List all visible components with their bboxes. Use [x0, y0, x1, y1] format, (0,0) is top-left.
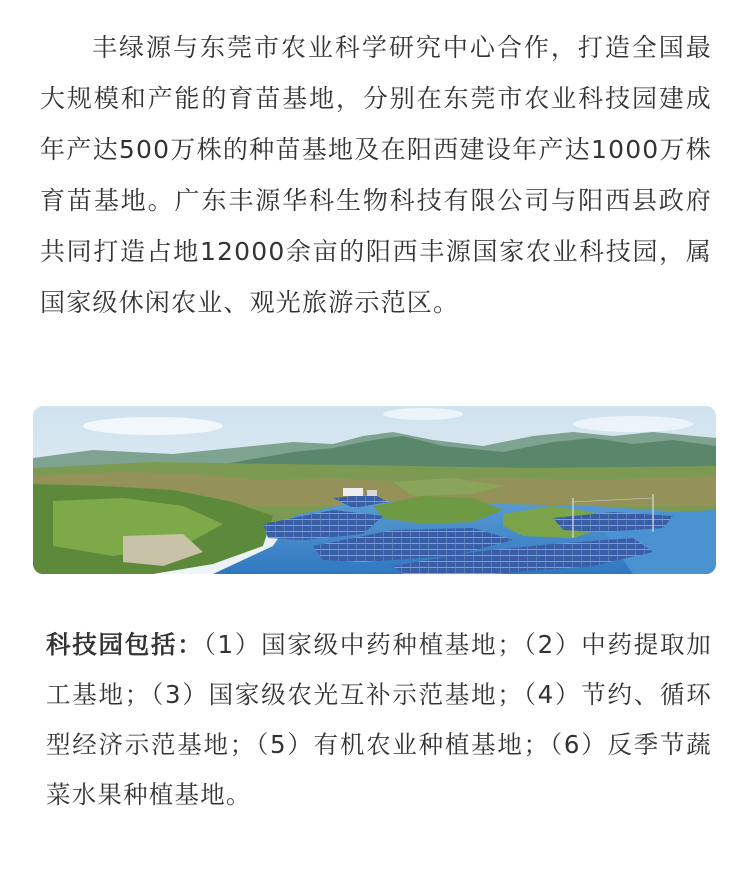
- park-includes-lead: 科技园包括：: [46, 630, 204, 659]
- park-includes-paragraph: [46, 620, 712, 820]
- solar-farm-landscape-photo: [33, 406, 716, 574]
- intro-paragraph: 丰绿源与东莞市农业科学研究中心合作，打造全国最大规模和产能的育苗基地，分别在东莞市农业科技园建成年产达500万株的种苗基地及在阳西建设年产达1000万株育苗基地。广东丰源华科生物科技有限公司与阳西县政府共同打造占地12000余亩的阳西丰源国家农业科技园，属国家级休闲农业、观光旅游示范区。: [40, 33, 712, 317]
- landscape-illustration: [33, 406, 716, 574]
- park-includes-list: （1）国家级中药种植基地；（2）中药提取加工基地；（3）国家级农光互补示范基地；（4）节约、循环型经济示范基地；（5）有机农业种植基地；（6）反季节蔬菜水果种植基地。: [46, 630, 712, 809]
